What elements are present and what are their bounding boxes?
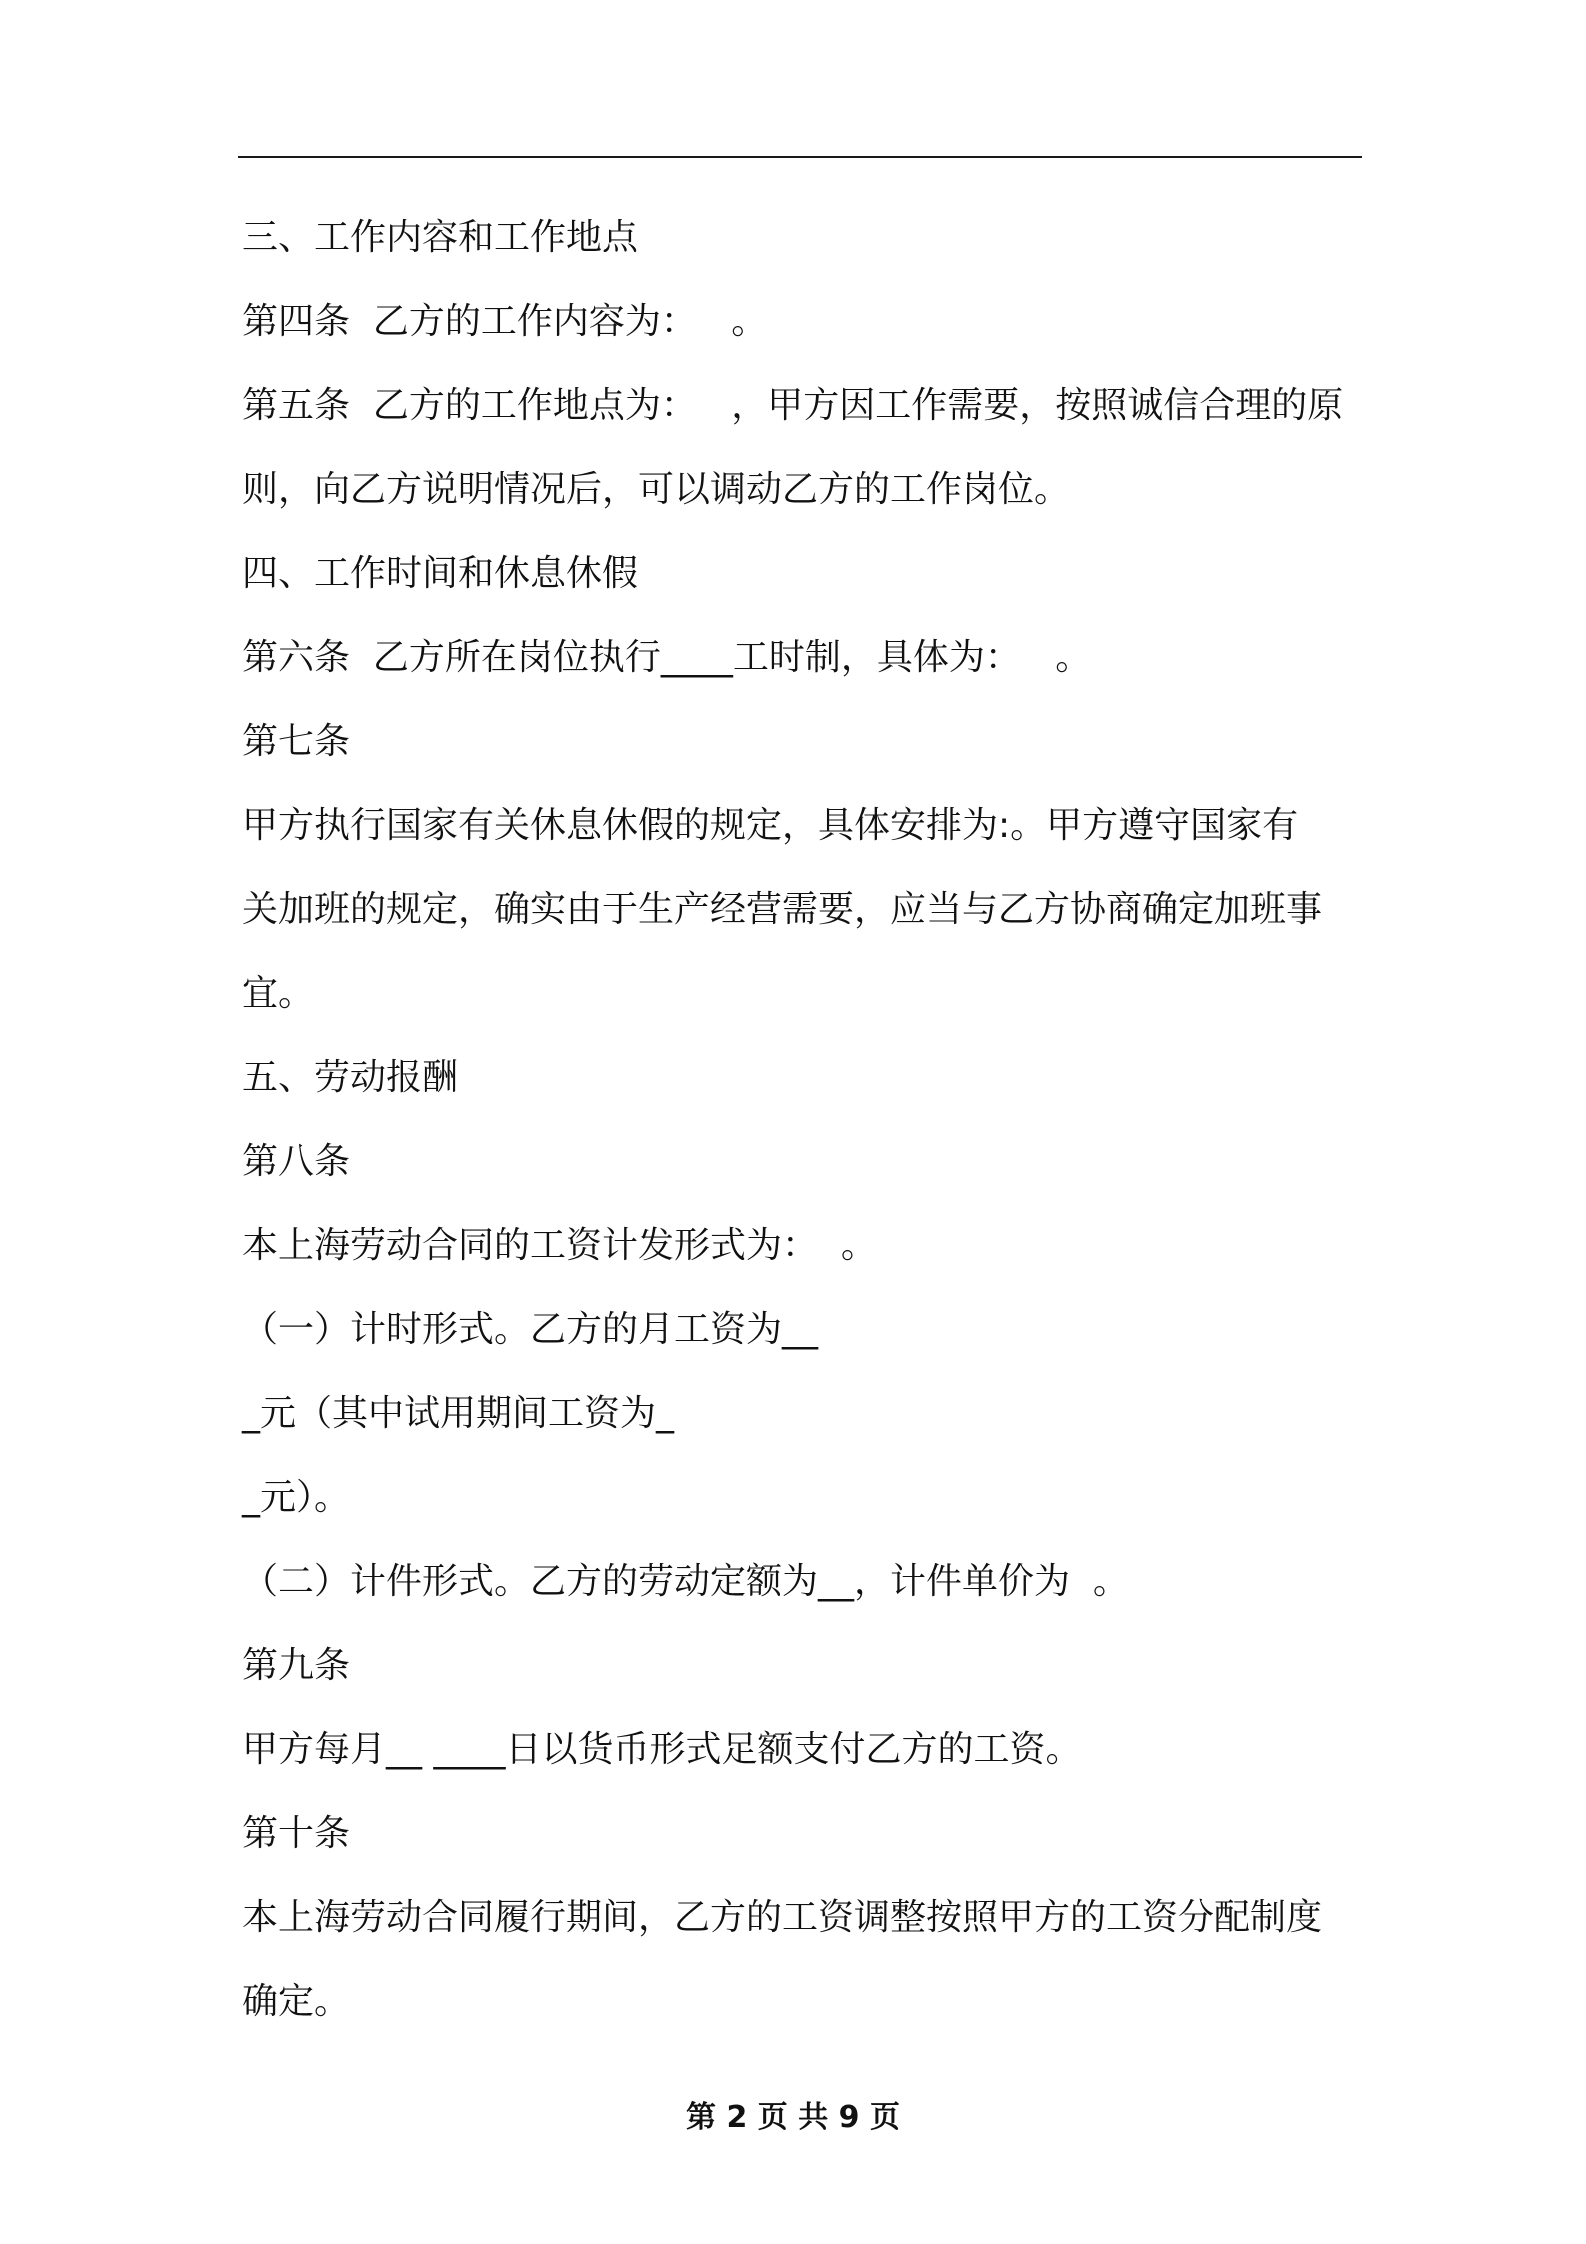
page-number: 第 2 页 共 9 页 (686, 2100, 900, 2135)
document-body (242, 196, 1362, 2044)
section-heading-3: 三、工作内容和工作地点 (242, 217, 639, 258)
header-rule (238, 156, 1362, 158)
article-8-title: 第八条 (242, 1141, 351, 1182)
article-4: 第四条 乙方的工作内容为： 。 (242, 301, 768, 342)
article-8-item-1-line-1: （一）计时形式。乙方的月工资为__ (242, 1309, 819, 1350)
article-8-item-2: （二）计件形式。乙方的劳动定额为__，计件单价为 。 (242, 1561, 1129, 1602)
article-7-line-1: 甲方执行国家有关休息休假的规定，具体安排为:。甲方遵守国家有 (242, 805, 1299, 846)
article-10-line-2: 确定。 (242, 1981, 351, 2022)
article-5-line-2: 则，向乙方说明情况后，可以调动乙方的工作岗位。 (242, 469, 1071, 510)
article-7-title: 第七条 (242, 721, 351, 762)
article-5-line-1: 第五条 乙方的工作地点为： ，甲方因工作需要，按照诚信合理的原 (242, 385, 1344, 426)
article-7-line-3: 宜。 (242, 973, 315, 1014)
article-8-item-1-line-3: _元）。 (242, 1477, 351, 1518)
section-heading-5: 五、劳动报酬 (242, 1057, 459, 1098)
article-9-title: 第九条 (242, 1645, 351, 1686)
article-10-title: 第十条 (242, 1813, 351, 1854)
section-heading-4: 四、工作时间和休息休假 (242, 553, 639, 594)
article-8-item-1-line-2: _元（其中试用期间工资为_ (242, 1393, 675, 1434)
article-9-line-1: 甲方每月__ ____日以货币形式足额支付乙方的工资。 (242, 1729, 1082, 1770)
article-6: 第六条 乙方所在岗位执行____工时制，具体为： 。 (242, 637, 1092, 678)
article-7-line-2: 关加班的规定，确实由于生产经营需要，应当与乙方协商确定加班事 (242, 889, 1323, 930)
article-8-line-1: 本上海劳动合同的工资计发形式为： 。 (242, 1225, 877, 1266)
article-10-line-1: 本上海劳动合同履行期间，乙方的工资调整按照甲方的工资分配制度 (242, 1897, 1323, 1938)
